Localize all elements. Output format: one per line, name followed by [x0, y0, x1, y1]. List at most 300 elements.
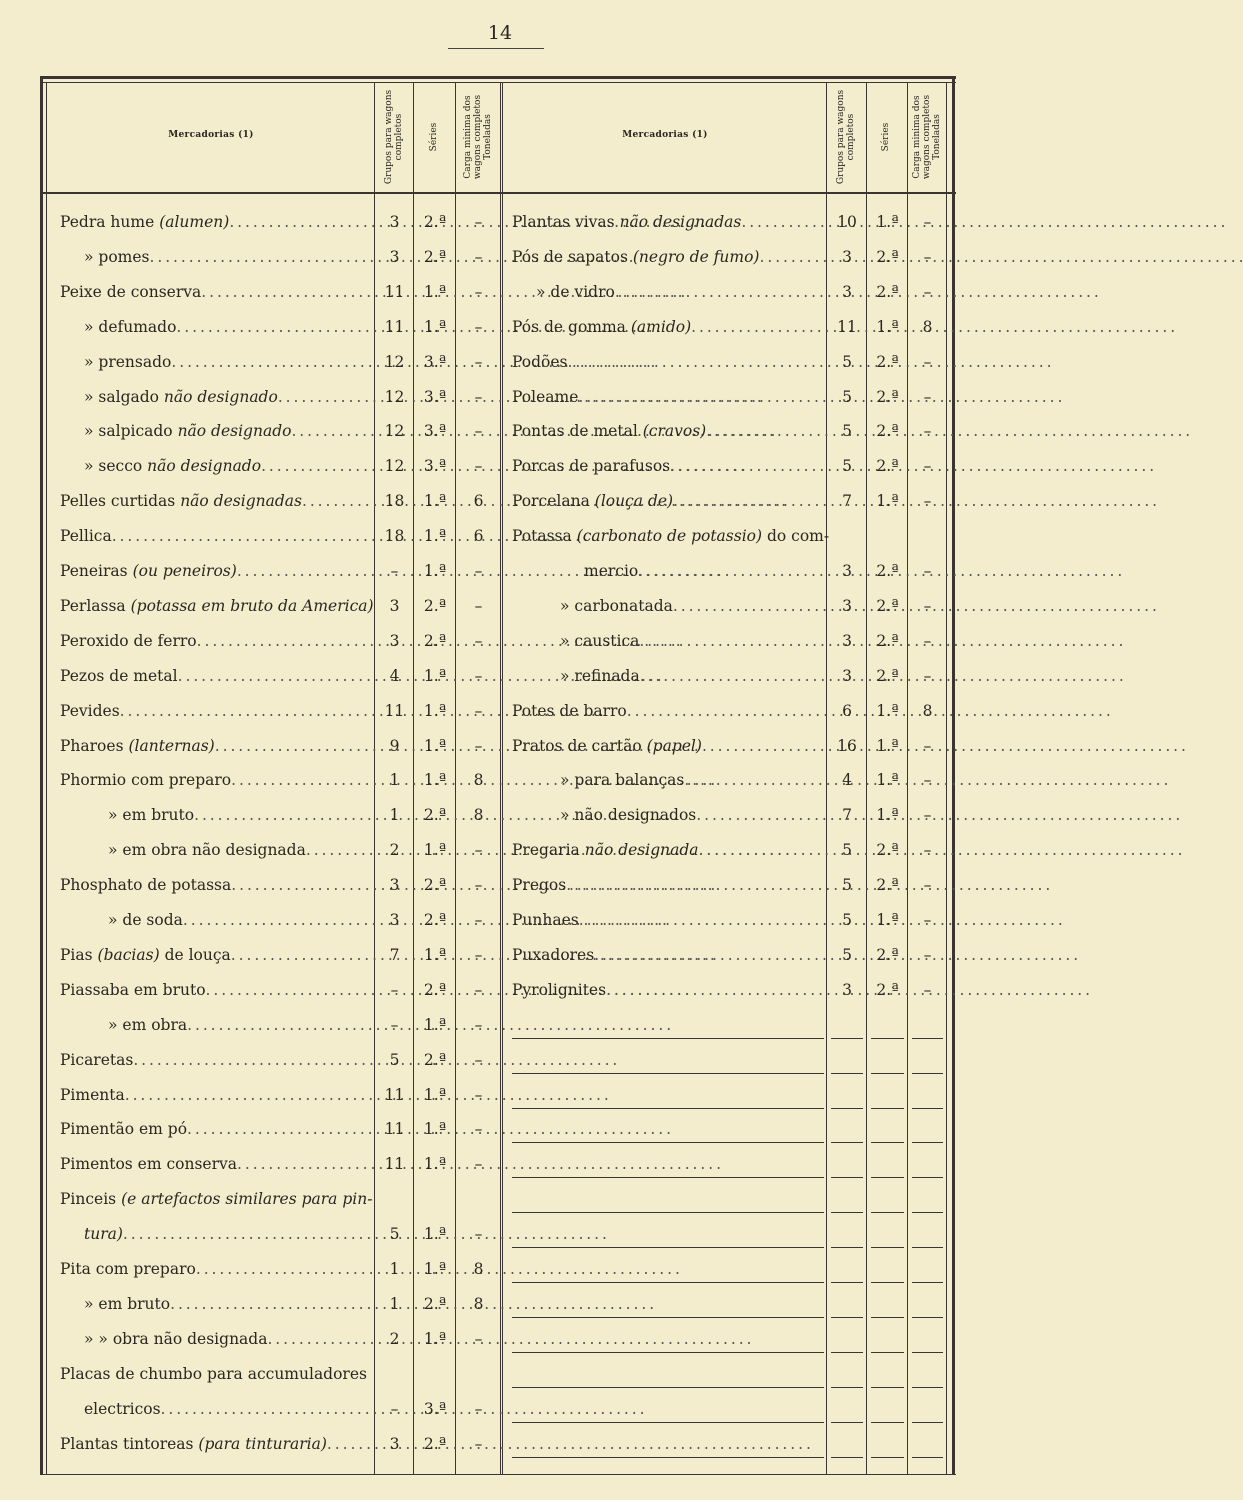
- serie-cell: 3.ª: [423, 1399, 447, 1418]
- serie-cell: 2.ª: [876, 457, 899, 476]
- row-name: [512, 246, 820, 268]
- empty-ruled-line: [912, 1177, 943, 1178]
- row-name: [108, 804, 370, 826]
- row-name-plain: Pyrolignites: [512, 980, 607, 999]
- leader-dots: [133, 1049, 616, 1071]
- header-series-right: Séries: [881, 122, 891, 152]
- serie-cell: 3.ª: [423, 352, 447, 371]
- empty-ruled-line: [512, 1142, 824, 1143]
- serie-cell: 2.ª: [876, 282, 899, 301]
- row-name-italic: (carbonato de potassio): [576, 527, 763, 546]
- empty-ruled-line: [512, 1073, 824, 1074]
- row-name-plain: mercio: [584, 562, 639, 580]
- empty-ruled-line: [831, 1352, 863, 1353]
- row-name-plain: » secco: [84, 457, 143, 476]
- page-number: 14: [487, 22, 513, 44]
- row-name: [60, 1188, 373, 1210]
- serie-cell: 1.ª: [876, 806, 899, 825]
- carga-cell: –: [474, 596, 483, 615]
- row-name-italic: não designadas: [180, 492, 302, 511]
- row-name-text: [560, 804, 696, 826]
- carga-cell: –: [474, 1015, 483, 1034]
- row-name: [60, 525, 370, 547]
- carga-cell: –: [474, 736, 483, 755]
- row-name-text: [60, 1118, 187, 1140]
- row-name-plain: Potassa: [512, 527, 572, 546]
- grupos-cell: 5: [842, 945, 852, 964]
- empty-ruled-line: [512, 1038, 824, 1039]
- carga-cell: [457, 1363, 500, 1385]
- row-name-italic: (lanternas): [128, 736, 215, 755]
- row-name: [60, 211, 370, 233]
- carga-cell: –: [474, 247, 483, 266]
- serie-cell: 2.ª: [876, 666, 899, 685]
- empty-ruled-line: [912, 1212, 943, 1213]
- row-name-text: [60, 1084, 125, 1106]
- empty-ruled-line: [871, 1457, 904, 1458]
- grupos-cell: 2: [389, 1329, 400, 1348]
- grupos-cell: 18: [384, 527, 405, 546]
- row-name-text: [512, 420, 706, 442]
- row-name-plain: » caustica: [560, 631, 640, 650]
- serie-cell: 2.ª: [423, 1434, 447, 1453]
- grupos-cell: 6: [842, 701, 852, 720]
- empty-ruled-line: [512, 1457, 824, 1458]
- row-name: [60, 735, 370, 757]
- carga-cell: –: [474, 1399, 483, 1418]
- row-name-text: [84, 316, 176, 338]
- row-name: [512, 455, 820, 477]
- row-name-plain: Porcas de parafusos: [512, 457, 671, 476]
- empty-ruled-line: [871, 1073, 904, 1074]
- empty-ruled-line: [871, 1247, 904, 1248]
- grupos-cell: 1: [389, 1294, 400, 1313]
- row-name-plain: Pevides: [60, 701, 120, 720]
- carga-cell: –: [474, 422, 483, 441]
- leader-dots: [566, 874, 1049, 896]
- grupos-cell: 1: [389, 1260, 400, 1278]
- leader-dots: [741, 211, 1224, 233]
- row-name-text: [60, 700, 120, 722]
- empty-ruled-line: [912, 1457, 943, 1458]
- page-number-rule: [448, 48, 544, 49]
- row-name-italic: (louça de): [594, 492, 674, 511]
- row-name: [60, 1118, 370, 1140]
- serie-cell: 3.ª: [423, 457, 447, 476]
- row-name-italic: (papel): [646, 736, 702, 755]
- row-name: [512, 909, 820, 931]
- row-name: [560, 665, 820, 687]
- row-name-text: [60, 560, 237, 582]
- carga-cell: –: [923, 666, 932, 685]
- serie-cell: 1.ª: [423, 317, 447, 336]
- row-name-plain: Pezos de metal: [60, 666, 178, 685]
- grupos-cell: 3: [842, 282, 852, 301]
- grupos-cell: 2: [389, 841, 400, 860]
- row-name-plain: Peneiras: [60, 562, 128, 580]
- row-name-plain: » de soda: [108, 911, 183, 929]
- carga-cell: 8: [473, 1260, 484, 1278]
- row-name-plain: Picaretas: [60, 1050, 134, 1069]
- row-name-text: [108, 804, 194, 826]
- row-name: [512, 420, 820, 442]
- row-name-italic: não designada: [584, 841, 699, 860]
- row-name: [512, 944, 820, 966]
- row-name-plain: » defumado: [84, 317, 177, 336]
- grupos-cell: 3: [389, 876, 400, 895]
- serie-cell: 2.ª: [876, 422, 899, 441]
- serie-cell: 1.ª: [423, 1225, 447, 1244]
- leader-dots: [706, 420, 1189, 442]
- row-name-text: [84, 246, 150, 268]
- serie-cell: [415, 1363, 455, 1385]
- row-name: [560, 595, 820, 617]
- row-name: [512, 874, 820, 896]
- carga-cell: –: [923, 980, 932, 999]
- carga-cell: 8: [922, 701, 933, 720]
- row-name: [84, 455, 370, 477]
- carga-cell: 6: [473, 492, 484, 511]
- carga-cell: –: [474, 876, 483, 895]
- row-name-text: [60, 735, 215, 757]
- carga-cell: –: [923, 247, 932, 266]
- empty-ruled-line: [831, 1142, 863, 1143]
- carga-cell: –: [474, 562, 483, 580]
- grupos-cell: 3: [842, 596, 852, 615]
- serie-cell: 2.ª: [423, 911, 447, 929]
- grupos-cell: 11: [384, 317, 405, 336]
- row-name-text: [84, 455, 261, 477]
- serie-cell: 2.ª: [423, 980, 447, 999]
- grupos-cell: 3: [389, 213, 400, 231]
- header-grupos-left: Grupos para wagons completos: [384, 89, 404, 185]
- row-name-text: [60, 769, 231, 791]
- row-name: [84, 1398, 370, 1420]
- row-name-text: [60, 979, 206, 1001]
- serie-cell: 1.ª: [423, 841, 447, 860]
- row-name-italic: (e artefactos similares para pin-: [121, 1190, 373, 1209]
- row-name-italic: (para tinturaria): [198, 1434, 327, 1453]
- carga-cell: –: [923, 492, 932, 511]
- grupos-cell: 3: [842, 562, 852, 580]
- grupos-cell: 7: [389, 945, 400, 964]
- row-name-text: [60, 1049, 133, 1071]
- row-name-text: [60, 281, 201, 303]
- empty-ruled-line: [912, 1282, 943, 1283]
- row-name: [60, 1258, 370, 1280]
- serie-cell: 2.ª: [876, 876, 899, 895]
- carga-cell: –: [923, 736, 932, 755]
- empty-ruled-line: [871, 1212, 904, 1213]
- empty-ruled-line: [512, 1177, 824, 1178]
- grupos-cell: 3: [389, 1434, 400, 1453]
- grupos-cell: 1: [389, 771, 400, 790]
- row-name-text: [60, 944, 231, 966]
- row-name-plain: » pomes: [84, 247, 150, 266]
- row-name: [84, 1223, 370, 1245]
- carga-cell: –: [923, 631, 932, 650]
- row-name-text: [512, 316, 691, 338]
- row-name-text: [84, 1398, 161, 1420]
- serie-cell: 2.ª: [423, 247, 447, 266]
- row-name-plain: Pós de sapatos: [512, 247, 628, 266]
- serie-cell: 1.ª: [423, 945, 447, 964]
- table-bottom-border: [40, 1474, 956, 1475]
- leader-dots: [568, 351, 1051, 373]
- grupos-cell: 7: [842, 806, 852, 825]
- empty-ruled-line: [512, 1282, 824, 1283]
- empty-ruled-line: [871, 1038, 904, 1039]
- header-carga-left: Carga minima dos wagons completos Toneladas: [463, 94, 493, 180]
- row-name-text: [512, 246, 759, 268]
- leader-dots: [267, 1328, 750, 1350]
- row-name-plain: Placas de chumbo para accumuladores: [60, 1364, 367, 1383]
- serie-cell: 2.ª: [876, 596, 899, 615]
- row-name-text: [512, 839, 699, 861]
- row-name-text: [512, 735, 702, 757]
- table-left-border-inner: [46, 82, 47, 1475]
- carga-cell: –: [474, 841, 483, 860]
- table-left-border: [40, 76, 43, 1475]
- empty-ruled-line: [871, 1317, 904, 1318]
- row-name: [512, 211, 820, 233]
- grupos-cell: 11: [384, 1085, 405, 1104]
- carga-cell: 8: [473, 1294, 484, 1313]
- carga-cell: –: [474, 666, 483, 685]
- row-name: [84, 1328, 370, 1350]
- leader-dots: [125, 1084, 608, 1106]
- serie-cell: 1.ª: [423, 527, 447, 546]
- grupos-cell: 5: [842, 841, 852, 860]
- header-mercadorias-right: Mercadorias (1): [622, 130, 708, 140]
- row-name: [512, 700, 820, 722]
- row-name-plain: Pellica: [60, 527, 112, 546]
- carga-cell: –: [923, 771, 932, 790]
- row-name-text: [512, 700, 627, 722]
- table-header-top-rule: [40, 82, 956, 83]
- grupos-cell: 12: [384, 352, 405, 371]
- row-name: [512, 979, 820, 1001]
- row-name: [84, 316, 370, 338]
- grupos-cell: 5: [389, 1225, 400, 1244]
- row-name: [84, 420, 370, 442]
- carga-cell: –: [923, 387, 932, 406]
- row-name-text: [84, 351, 171, 373]
- serie-cell: 3.ª: [423, 387, 447, 406]
- serie-cell: 1.ª: [876, 213, 899, 231]
- row-name-plain: Pelles curtidas: [60, 492, 176, 511]
- grupos-cell: 4: [842, 771, 852, 790]
- row-name-text: [512, 909, 579, 931]
- serie-cell: [868, 525, 907, 547]
- row-name-italic: (negro de fumo): [632, 247, 760, 266]
- row-name-text: [60, 490, 302, 512]
- row-name-plain: Plantas vivas: [512, 213, 615, 231]
- row-name: [536, 281, 820, 303]
- row-name: [60, 281, 370, 303]
- serie-cell: 1.ª: [423, 701, 447, 720]
- grupos-cell: 1: [389, 806, 400, 825]
- row-name: [60, 490, 370, 512]
- serie-cell: 2.ª: [876, 631, 899, 650]
- leader-dots: [579, 909, 1062, 931]
- serie-cell: 1.ª: [876, 492, 899, 511]
- row-name: [560, 769, 820, 791]
- row-name-text: [60, 1433, 327, 1455]
- row-name-plain: Pratos de cartão: [512, 736, 642, 755]
- row-name-text: [512, 874, 566, 896]
- row-name: [60, 944, 370, 966]
- row-name: [60, 665, 370, 687]
- row-name-plain: Potes de barro: [512, 701, 627, 720]
- row-name-plain: » prensado: [84, 352, 172, 371]
- row-name: [60, 595, 374, 617]
- serie-cell: 2.ª: [876, 387, 899, 406]
- serie-cell: 1.ª: [423, 1015, 447, 1034]
- row-name-plain: » » obra não designada: [84, 1329, 268, 1348]
- serie-cell: 1.ª: [423, 562, 447, 580]
- serie-cell: 2.ª: [876, 247, 899, 266]
- serie-cell: 2.ª: [876, 562, 899, 580]
- serie-cell: 2.ª: [423, 1294, 447, 1313]
- serie-cell: [415, 1188, 455, 1210]
- row-name: [512, 735, 820, 757]
- grupos-cell: –: [390, 562, 399, 580]
- grupos-cell: –: [390, 980, 399, 999]
- serie-cell: 2.ª: [876, 980, 899, 999]
- serie-cell: 1.ª: [423, 1329, 447, 1348]
- empty-ruled-line: [831, 1212, 863, 1213]
- grupos-cell: 11: [384, 1120, 405, 1139]
- row-name-plain: Pinceis: [60, 1190, 117, 1209]
- row-name: [108, 909, 370, 931]
- grupos-cell: 5: [842, 387, 852, 406]
- empty-ruled-line: [912, 1038, 943, 1039]
- grupos-cell: 11: [384, 1155, 405, 1174]
- row-name-plain: » em bruto: [108, 806, 195, 825]
- row-name-text: [60, 1153, 237, 1175]
- empty-ruled-line: [912, 1422, 943, 1423]
- row-name-plain: Pontas de metal: [512, 422, 638, 441]
- row-name-italic: (alumen): [159, 213, 230, 231]
- empty-ruled-line: [871, 1282, 904, 1283]
- carga-cell: [909, 525, 946, 547]
- empty-ruled-line: [512, 1247, 824, 1248]
- row-name-text: [84, 386, 278, 408]
- row-name-text: [84, 420, 291, 442]
- row-name-text: [512, 490, 673, 512]
- row-name-plain: » em bruto: [84, 1294, 171, 1313]
- empty-ruled-line: [831, 1073, 863, 1074]
- row-name-plain: » para balanças: [560, 771, 685, 790]
- row-name-plain: Pharoes: [60, 736, 124, 755]
- empty-ruled-line: [831, 1038, 863, 1039]
- carga-cell: –: [474, 1155, 483, 1174]
- carga-cell: –: [474, 1225, 483, 1244]
- row-name-text: [512, 386, 578, 408]
- grupos-cell: 11: [837, 317, 857, 336]
- grupos-cell: 3: [389, 631, 400, 650]
- serie-cell: 1.ª: [423, 771, 447, 790]
- row-name-plain: Pós de gomma: [512, 317, 626, 336]
- row-name-plain: » salpicado: [84, 422, 173, 441]
- row-name-text: [60, 595, 374, 617]
- grupos-cell: 3: [842, 666, 852, 685]
- row-name: [108, 839, 370, 861]
- carga-cell: –: [923, 876, 932, 895]
- row-name-italic: não designado: [163, 387, 278, 406]
- carga-cell: –: [923, 911, 932, 929]
- row-name-text: [512, 211, 741, 233]
- row-name: [84, 386, 370, 408]
- empty-ruled-line: [512, 1352, 824, 1353]
- row-name-text: [512, 979, 606, 1001]
- table-top-border: [40, 76, 956, 79]
- serie-cell: 1.ª: [423, 1085, 447, 1104]
- empty-ruled-line: [871, 1352, 904, 1353]
- row-name-text: [560, 665, 640, 687]
- row-name-text: [560, 595, 673, 617]
- row-name: [60, 1049, 370, 1071]
- empty-ruled-line: [912, 1387, 943, 1388]
- row-name: [84, 246, 370, 268]
- carga-cell: –: [923, 213, 932, 231]
- row-name-text: [108, 909, 183, 931]
- row-name: [512, 316, 820, 338]
- row-name-plain: » carbonatada: [560, 596, 673, 615]
- serie-cell: 1.ª: [876, 771, 899, 790]
- empty-ruled-line: [831, 1387, 863, 1388]
- row-name-plain: » refinada: [560, 666, 640, 685]
- serie-cell: 2.ª: [423, 876, 447, 895]
- carga-cell: –: [474, 945, 483, 964]
- row-name-plain: Piassaba em bruto: [60, 980, 206, 999]
- serie-cell: 2.ª: [423, 631, 447, 650]
- serie-cell: 1.ª: [876, 701, 899, 720]
- row-name: [60, 874, 370, 896]
- carga-cell: –: [923, 596, 932, 615]
- serie-cell: 1.ª: [423, 666, 447, 685]
- carga-cell: –: [474, 352, 483, 371]
- empty-ruled-line: [871, 1387, 904, 1388]
- empty-ruled-line: [871, 1142, 904, 1143]
- serie-cell: 2.ª: [423, 596, 447, 615]
- grupos-cell: [376, 1188, 413, 1210]
- serie-cell: 1.ª: [423, 282, 447, 301]
- carga-cell: –: [474, 1085, 483, 1104]
- empty-ruled-line: [912, 1352, 943, 1353]
- empty-ruled-line: [912, 1247, 943, 1248]
- carga-cell: –: [923, 945, 932, 964]
- carga-cell: –: [474, 317, 483, 336]
- empty-ruled-line: [912, 1317, 943, 1318]
- empty-ruled-line: [512, 1108, 824, 1109]
- row-name-italic: (bacias): [97, 945, 160, 964]
- empty-ruled-line: [871, 1422, 904, 1423]
- grupos-cell: 5: [842, 911, 852, 929]
- row-name-plain: » de vidro: [536, 282, 615, 301]
- serie-cell: 1.ª: [876, 911, 899, 929]
- row-name-plain: electricos: [84, 1399, 161, 1418]
- serie-cell: 1.ª: [876, 317, 899, 336]
- header-series-left: Séries: [429, 122, 439, 152]
- row-name-text: [512, 351, 568, 373]
- row-name: [584, 560, 820, 582]
- row-name: [60, 1433, 370, 1455]
- row-name-plain: Pregos: [512, 876, 567, 895]
- grupos-cell: 3: [842, 631, 852, 650]
- grupos-cell: –: [390, 1399, 399, 1418]
